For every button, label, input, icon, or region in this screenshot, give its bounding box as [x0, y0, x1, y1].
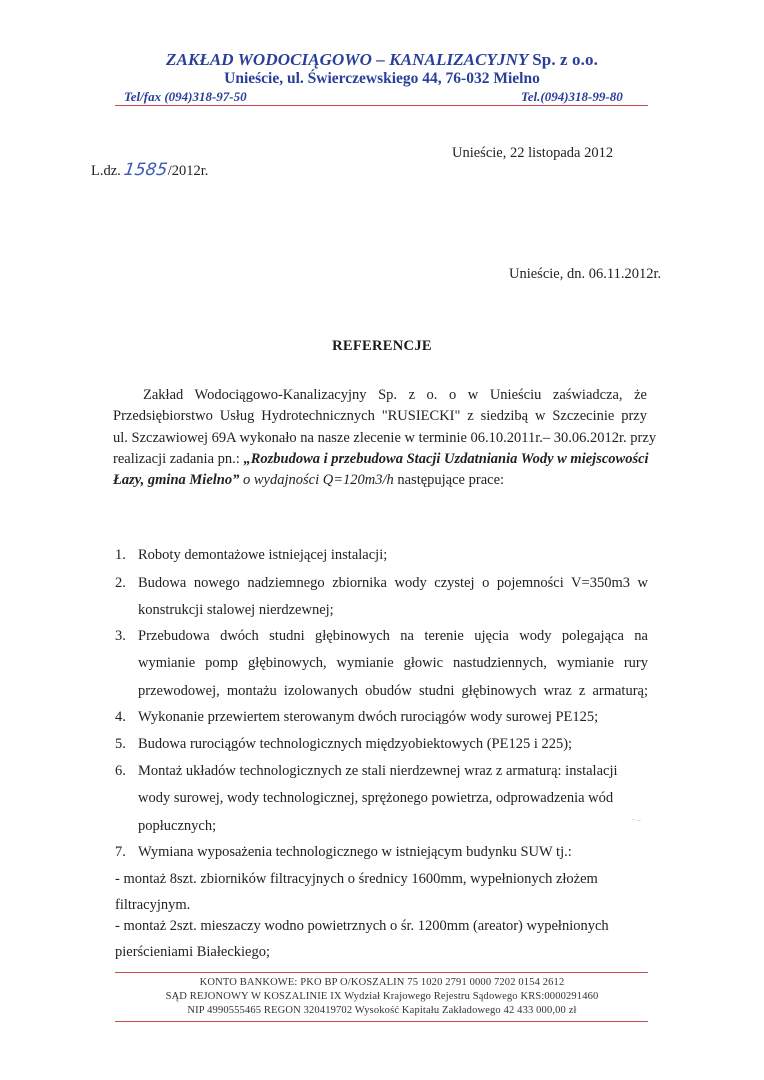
intro-paragraph: [113, 385, 657, 491]
company-name-italic: ZAKŁAD WODOCIĄGOWO – KANALIZACYJNY: [166, 50, 528, 69]
footer-court-registry: SĄD REJONOWY W KOSZALINIE IX Wydział Krajowego Rejestru Sądowego KRS:0000291460: [165, 991, 599, 1002]
footer-bank-account: KONTO BANKOWE: PKO BP O/KOSZALIN 75 1020 2791 0000 7202 0154 2612: [199, 977, 565, 988]
ldz-suffix: /2012r.: [167, 163, 209, 179]
intro-line: ul. Szczawiowej 69A wykonało na nasze zlecenie w terminie 06.10.2011r.– 30.06.2012r. przy: [113, 429, 657, 446]
footer-divider-bottom: [115, 1021, 648, 1022]
sub-list-item: - montaż 2szt. mieszaczy wodno powietrznych o śr. 1200mm (areator) wypełnionych pierścieniami Białeckiego;: [115, 918, 609, 961]
footer-tax-ids: NIP 4990555465 REGON 320419702 Wysokość Kapitału Zakładowego 42 433 000,00 zł: [187, 1005, 577, 1016]
company-telfax: Tel/fax (094)318-97-50: [124, 89, 247, 104]
intro-text: następujące prace:: [393, 472, 505, 489]
intro-line: [113, 449, 647, 470]
letter-date: Unieście, dn. 06.11.2012r.: [509, 266, 662, 282]
intro-text: realizacji zadania pn.:: [113, 450, 244, 467]
document-title: REFERENCJE: [332, 338, 432, 354]
intro-line: Przedsiębiorstwo Usług Hydrotechnicznych "RUSIECKI" z siedzibą w Szczecinie przy: [113, 408, 647, 425]
header-divider: [115, 105, 648, 106]
footer-divider-top: [115, 972, 648, 973]
company-legal-form: Sp. z o.o.: [532, 50, 598, 69]
capacity: o wydajności Q=120m3/h: [239, 472, 394, 489]
company-address: Unieście, ul. Świerczewskiego 44, 76-032 Mielno: [224, 70, 540, 87]
ldz-reference: [91, 160, 208, 180]
intro-line: [113, 470, 647, 491]
task-name-cont: Łazy, gmina Mielno”: [113, 472, 240, 489]
company-tel: Tel.(094)318-99-80: [521, 89, 623, 104]
intro-line: Zakład Wodociągowo-Kanalizacyjny Sp. z o. o w Unieściu zaświadcza, że: [143, 387, 647, 403]
sub-list-item: - montaż 8szt. zbiorników filtracyjnych o średnicy 1600mm, wypełnionych złożem filtracyjnym.: [115, 871, 598, 914]
ldz-handwritten-number: 1585: [123, 160, 170, 180]
company-name: [0, 50, 764, 70]
ldz-prefix: L.dz.: [91, 163, 121, 179]
scan-artifact: - –: [632, 815, 641, 824]
place-date: Unieście, 22 listopada 2012: [452, 145, 614, 161]
task-name: „Rozbudowa i przebudowa Stacji Uzdatniania Wody w miejscowości: [243, 450, 649, 467]
